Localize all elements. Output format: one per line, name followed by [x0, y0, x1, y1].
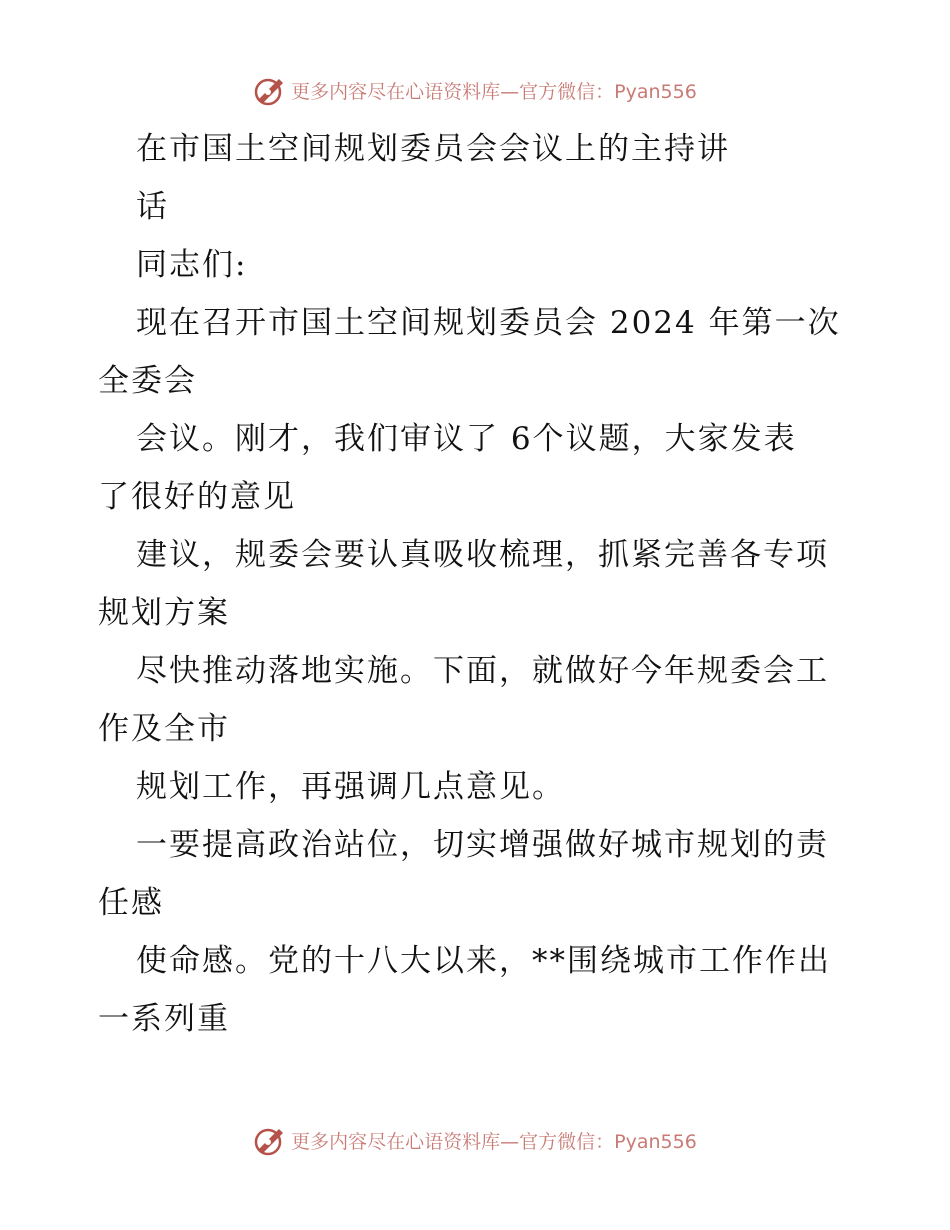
text-line: 规划工作，再强调几点意见。 — [136, 769, 565, 805]
pen-circle-logo-icon — [253, 1123, 287, 1157]
text-line: 任感 — [98, 885, 164, 921]
text-line: 尽快推动落地实施。下面，就做好今年规委会工 — [136, 653, 829, 689]
text-line: 建议，规委会要认真吸收梳理，抓紧完善各专项 — [136, 537, 829, 573]
text-line: 一系列重 — [98, 1001, 230, 1037]
text-line: 作及全市 — [98, 711, 230, 747]
text-line: 使命感。党的十八大以来，**围绕城市工作作出 — [136, 943, 831, 979]
watermark-header — [0, 70, 950, 110]
pen-circle-logo-icon — [253, 73, 287, 107]
text-line: 现在召开市国土空间规划委员会 2024 年第一次 — [136, 305, 841, 341]
text-line: 全委会 — [98, 363, 197, 399]
text-line: 在市国土空间规划委员会会议上的主持讲 — [136, 131, 730, 167]
watermark-text: 更多内容尽在心语资料库—官方微信：Pyan556 — [291, 1130, 697, 1153]
text-line: 了很好的意见 — [98, 479, 296, 515]
watermark-text: 更多内容尽在心语资料库—官方微信：Pyan556 — [291, 80, 697, 103]
watermark-footer — [0, 1120, 950, 1160]
text-line: 同志们: — [136, 247, 248, 283]
text-line: 话 — [136, 189, 169, 225]
text-line: 规划方案 — [98, 595, 230, 631]
text-line: 一要提高政治站位，切实增强做好城市规划的责 — [136, 827, 829, 863]
text-line: 会议。刚才，我们审议了 6个议题，大家发表 — [136, 421, 797, 457]
document-body — [98, 120, 858, 1048]
